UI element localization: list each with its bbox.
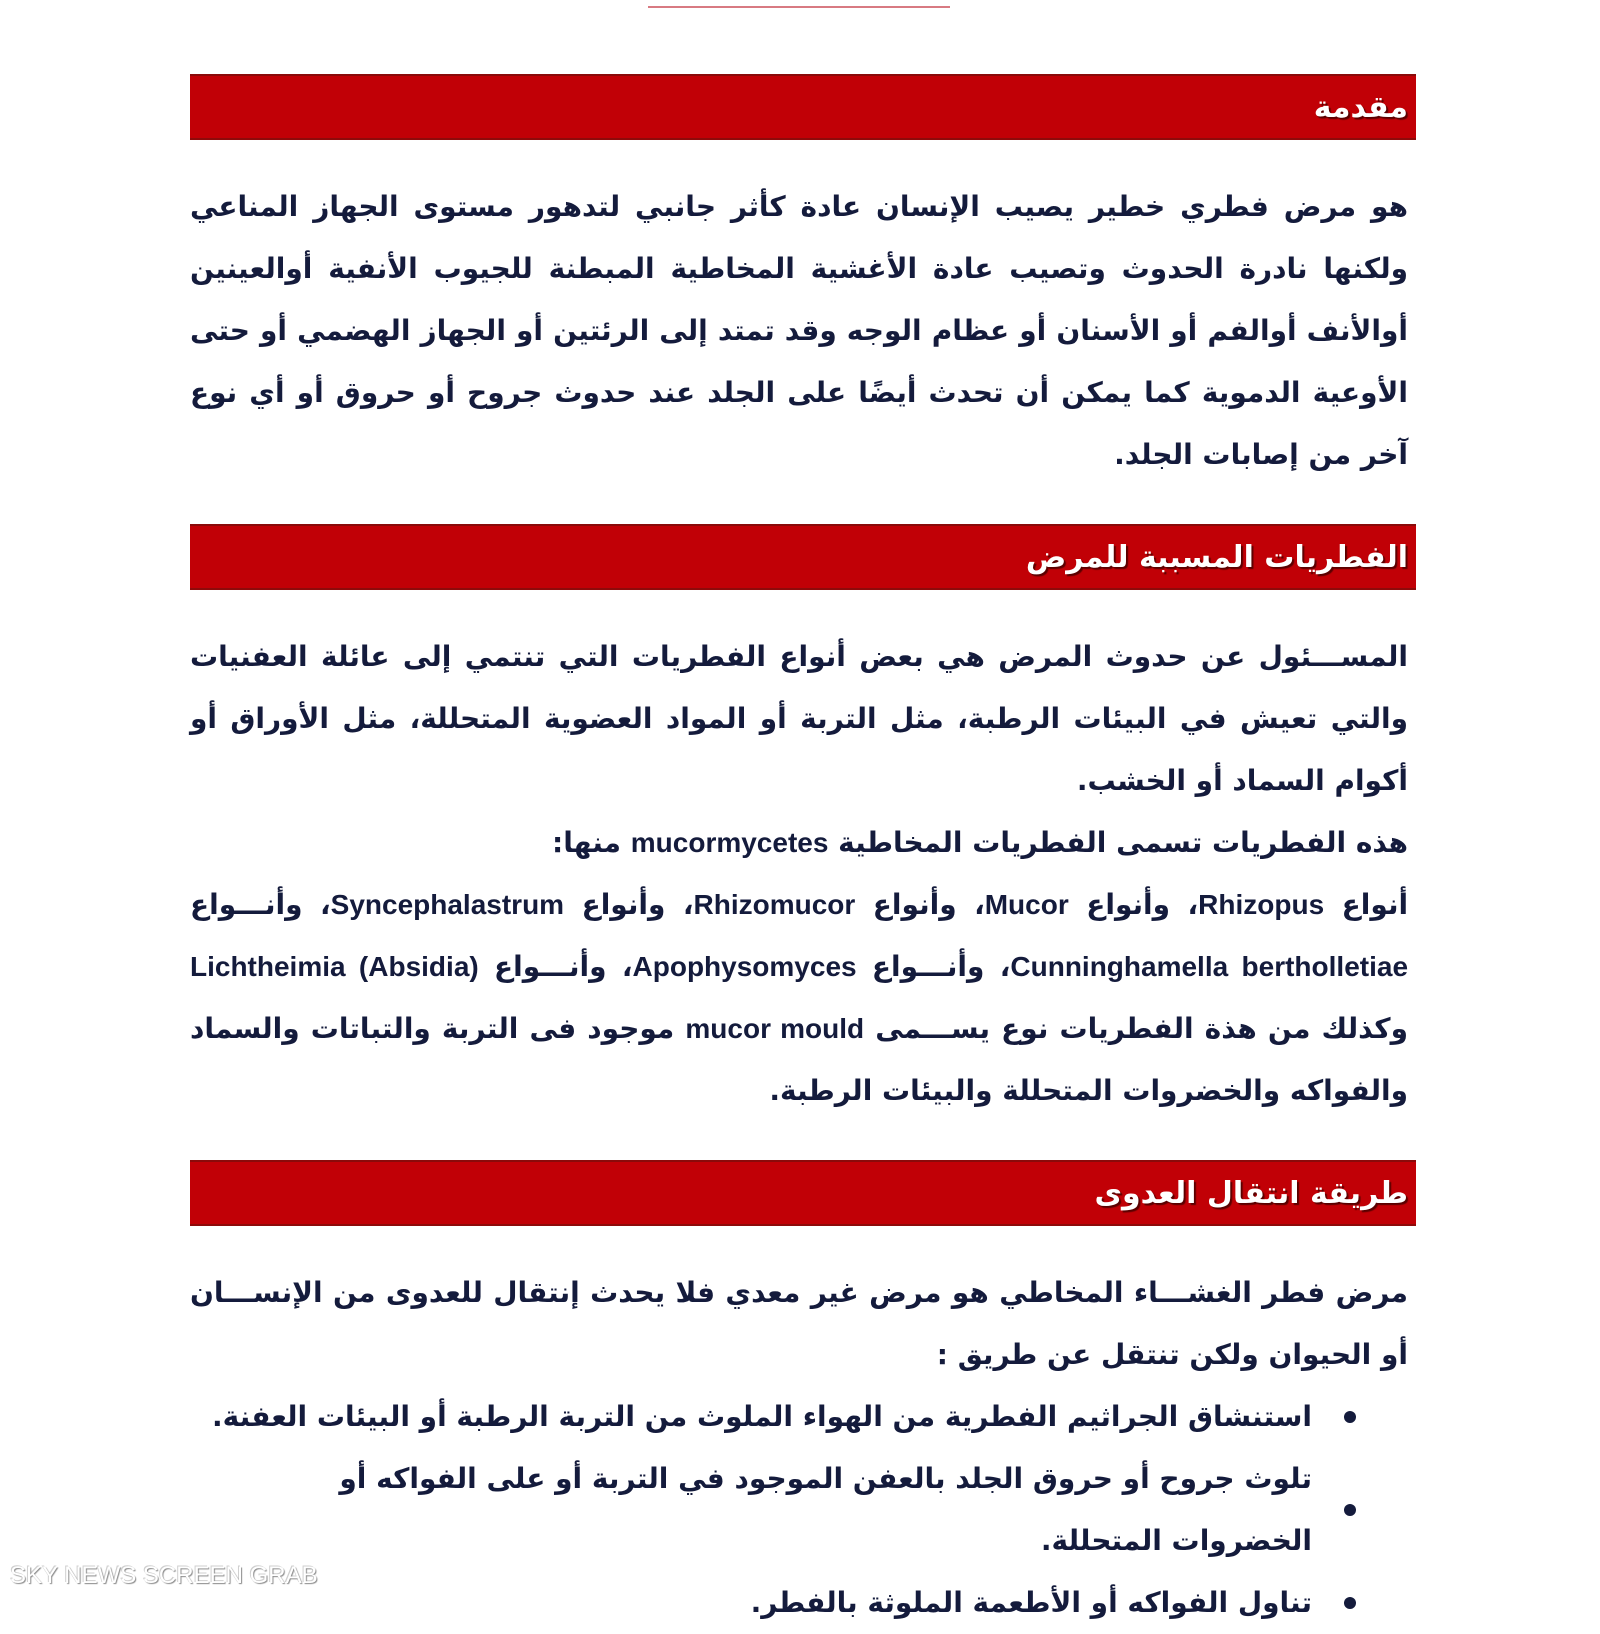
document-page (190, 74, 1416, 1634)
genus-name: Mucor (984, 889, 1069, 920)
genus-list-paragraph: أنواع Rhizopus، وأنواع Mucor، وأنواع Rhizomucor، وأنواع Syncephalastrum، وأنـــواع Cunninghamella bertholletiae، وأنـــواع Apophysomyces، وأنـــواع Lichtheimia (Absidia) وكذلك من هذة الفطريات نوع يســـمى mucor mould موجود فى التربة والتباتات والسماد والفواكه والخضروات المتحللة والبيئات الرطبة. (190, 888, 1409, 1107)
latin-term: mucormycetes (630, 827, 829, 858)
bullet-icon (1344, 1411, 1356, 1423)
causative-fungi-paragraph-1: المســـئول عن حدوث المرض هي بعض أنواع الفطريات التي تنتمي إلى عائلة العفنيات والتي تعيش في البيئات الرطبة، مثل التربة أو المواد العضوية المتحللة، مثل الأوراق أو أكوام السماد أو الخشب. (190, 640, 1408, 797)
list-item (190, 1386, 1356, 1448)
transmission-list (190, 1386, 1416, 1634)
section-title: الفطريات المسببة للمرض (1025, 539, 1408, 575)
genus-name: Syncephalastrum (330, 889, 565, 920)
text-span: منها: (552, 826, 631, 859)
transmission-body (190, 1262, 1416, 1634)
genus-name: Cunninghamella bertholletiae (1010, 951, 1409, 982)
transmission-intro: مرض فطر الغشـــاء المخاطي هو مرض غير معدي فلا يحدث إنتقال للعدوى من الإنســـان أو الحيوان ولكن تنتقل عن طريق : (190, 1276, 1408, 1371)
text-span: وأنـــواع (871, 950, 985, 983)
genus-name: Rhizomucor (693, 889, 856, 920)
list-item-text: تناول الفواكه أو الأطعمة الملوثة بالفطر. (750, 1586, 1312, 1619)
text-span: موجود فى التربة والتباتات والسماد والفواكه والخضروات المتحللة والبيئات الرطبة. (190, 1012, 1408, 1107)
genus-name: Apophysomyces (632, 951, 857, 982)
genus-name: Lichtheimia (Absidia) (190, 951, 479, 982)
section-header-transmission (190, 1160, 1416, 1226)
introduction-paragraph: هو مرض فطري خطير يصيب الإنسان عادة كأثر جانبي لتدهور مستوى الجهاز المناعي ولكنها نادرة الحدوث وتصيب عادة الأغشية المخاطية المبطنة للجيوب الأنفية أوالعينين أوالأنف أوالفم أو الأسنان أو عظام الوجه وقد تمتد إلى الرئتين أو الجهاز الهضمي أو حتى الأوعية الدموية كما يمكن أن تحدث أيضًا على الجلد عند حدوث جروح أو حروق أو أي نوع آخر من إصابات الجلد. (190, 190, 1408, 471)
genus-name: Rhizopus (1198, 889, 1325, 920)
list-item-text: استنشاق الجراثيم الفطرية من الهواء الملوث من التربة الرطبة أو البيئات العفنة. (212, 1400, 1312, 1433)
bullet-icon (1344, 1597, 1356, 1609)
top-divider-line (648, 6, 950, 8)
section-header-causative-fungi (190, 524, 1416, 590)
text-span: وأنواع (581, 888, 666, 921)
text-span: وكذلك من هذة الفطريات نوع يســـمى (875, 1012, 1408, 1045)
text-span: وأنواع (872, 888, 957, 921)
section-title: طريقة انتقال العدوى (1094, 1175, 1408, 1211)
text-span: وأنـــواع (494, 950, 607, 983)
bullet-icon (1344, 1504, 1356, 1516)
watermark: SKY NEWS SCREEN GRAB (10, 1562, 318, 1589)
list-item-text: تلوث جروح أو حروق الجلد بالعفن الموجود في التربة أو على الفواكه أو الخضروات المتحللة. (339, 1462, 1312, 1557)
causative-fungi-body (190, 626, 1416, 1122)
section-header-introduction (190, 74, 1416, 140)
list-item (190, 1448, 1356, 1572)
text-span: وأنـــواع (190, 888, 303, 921)
causative-fungi-paragraph-2 (190, 812, 1416, 874)
text-span: أنواع (1341, 888, 1409, 921)
text-span: وأنواع (1086, 888, 1171, 921)
list-item (190, 1572, 1356, 1634)
text-span: هذه الفطريات تسمى الفطريات المخاطية (828, 826, 1408, 859)
section-title: مقدمة (1313, 89, 1408, 125)
latin-term: mucor mould (685, 1013, 865, 1044)
